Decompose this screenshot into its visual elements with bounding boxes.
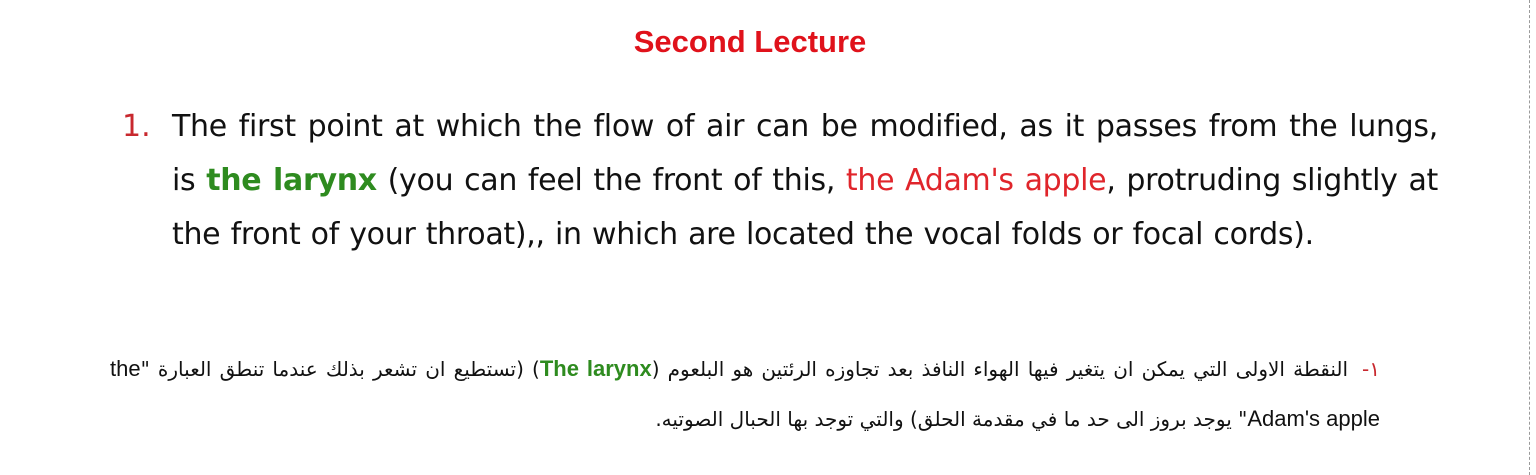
term-adams-apple: the Adam's apple bbox=[845, 163, 1107, 198]
list-item-english bbox=[122, 100, 1438, 262]
arabic-term-adams-apple: the Adam's apple bbox=[110, 356, 1380, 431]
paragraph-text-3: , protruding slightly at the front of your throat),, in which are located the vocal folds or focal cords). bbox=[172, 163, 1438, 252]
lecture-title: Second Lecture bbox=[633, 24, 867, 59]
term-larynx: the larynx bbox=[206, 163, 377, 198]
arabic-translation bbox=[110, 344, 1380, 444]
arabic-item-number: ١- bbox=[1362, 357, 1381, 381]
arabic-text-2: ) (تستطيع ان تشعر بذلك عندما تنطق العبارة " bbox=[140, 357, 540, 381]
arabic-term-larynx: The larynx bbox=[539, 356, 652, 381]
arabic-text-3: " يوجد بروز الى حد ما في مقدمة الحلق) والتي توجد بها الحبال الصوتيه. bbox=[655, 407, 1248, 431]
paragraph-text-2: (you can feel the front of this, bbox=[376, 163, 846, 198]
paragraph-text-1: The first point at which the flow of air can be modified, as it passes from the lungs, is bbox=[172, 109, 1438, 198]
item-number: 1. bbox=[122, 109, 151, 144]
arabic-text-1: النقطة الاولى التي يمكن ان يتغير فيها الهواء النافذ بعد تجاوزه الرئتين هو البلعوم ( bbox=[651, 357, 1349, 381]
page-edge bbox=[1529, 0, 1530, 475]
item-paragraph bbox=[172, 100, 1438, 262]
